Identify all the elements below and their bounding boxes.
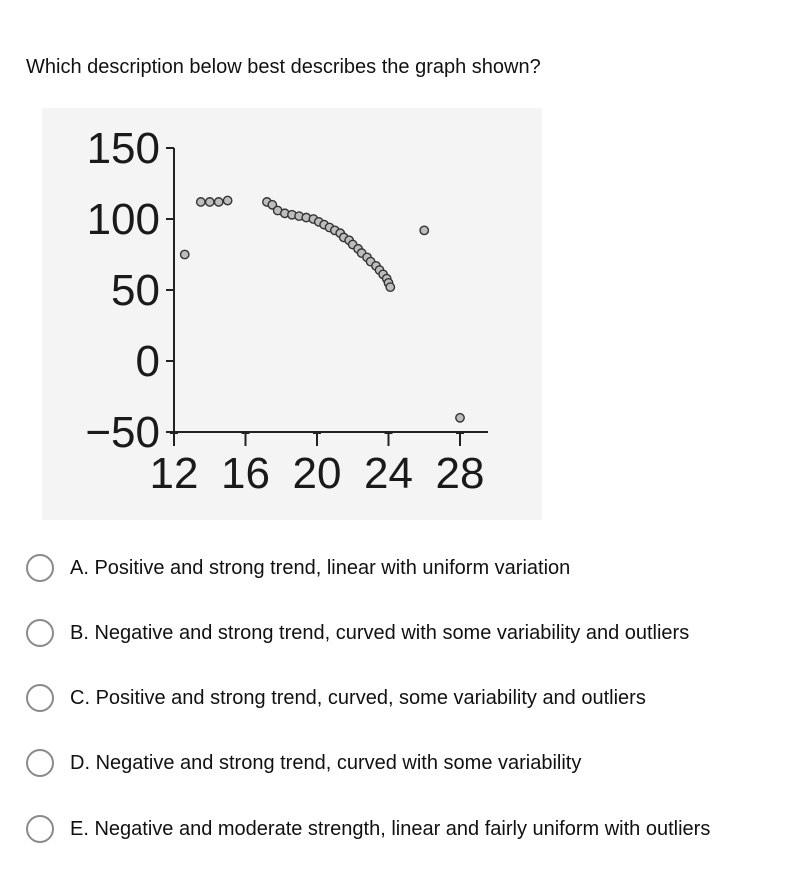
option-d[interactable] bbox=[26, 743, 581, 783]
radio-button-d[interactable] bbox=[26, 749, 54, 777]
option-e-label: E. Negative and moderate strength, linear and fairly uniform with outliers bbox=[70, 817, 711, 840]
question-text: Which description below best describes the graph shown? bbox=[26, 56, 541, 78]
data-point bbox=[386, 283, 394, 291]
x-tick-label: 28 bbox=[435, 449, 485, 498]
radio-button-c[interactable] bbox=[26, 684, 54, 712]
data-point bbox=[223, 196, 231, 204]
radio-button-a[interactable] bbox=[26, 554, 54, 582]
y-tick-label: 100 bbox=[86, 195, 160, 244]
x-tick-label: 12 bbox=[149, 449, 199, 498]
data-point bbox=[420, 226, 428, 234]
option-b-label: B. Negative and strong trend, curved with some variability and outliers bbox=[70, 621, 690, 644]
y-tick-label: 0 bbox=[135, 337, 160, 386]
data-point bbox=[181, 250, 189, 258]
scatter-chart bbox=[42, 108, 542, 520]
data-point bbox=[456, 414, 464, 422]
x-tick-label: 20 bbox=[292, 449, 342, 498]
option-a-label: A. Positive and strong trend, linear with uniform variation bbox=[70, 556, 571, 579]
x-tick-label: 16 bbox=[221, 449, 270, 498]
option-c[interactable] bbox=[26, 678, 646, 718]
chart-svg bbox=[42, 108, 542, 520]
x-tick-label: 24 bbox=[364, 449, 413, 498]
y-tick-label: −50 bbox=[85, 408, 160, 457]
y-tick-label: 50 bbox=[111, 266, 160, 315]
option-b[interactable] bbox=[26, 613, 689, 653]
radio-button-b[interactable] bbox=[26, 619, 54, 647]
option-d-label: D. Negative and strong trend, curved with some variability bbox=[70, 751, 582, 774]
radio-button-e[interactable] bbox=[26, 815, 54, 843]
data-point bbox=[214, 198, 222, 206]
option-e[interactable] bbox=[26, 809, 710, 849]
data-point bbox=[197, 198, 205, 206]
y-tick-label: 150 bbox=[86, 124, 160, 173]
data-point bbox=[206, 198, 214, 206]
option-a[interactable] bbox=[26, 548, 570, 588]
option-c-label: C. Positive and strong trend, curved, some variability and outliers bbox=[70, 686, 646, 709]
